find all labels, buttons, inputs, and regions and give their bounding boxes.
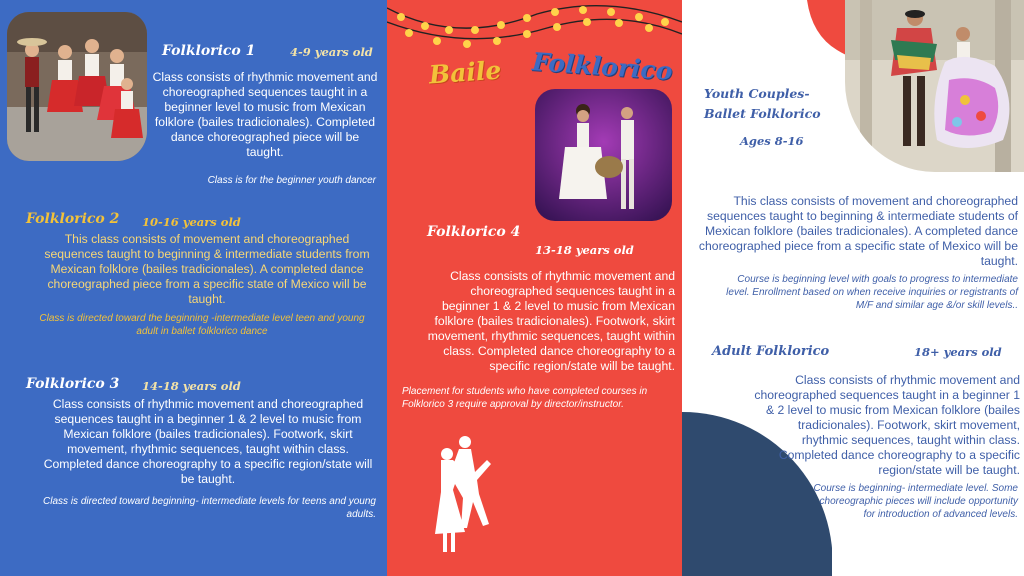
folklorico-1-age: 4-9 years old	[290, 45, 373, 59]
folklorico-1-note: Class is for the beginner youth dancer	[207, 175, 376, 186]
folklorico-1-title: Folklorico 1	[162, 43, 256, 59]
couples-dance-photo	[845, 0, 1024, 172]
folklorico-3-description: Class consists of rhythmic movement and choreographed sequences taught in a beginner 1 & 2 level to music from Mexican folklore (bailes tradicionales). Footwork, skirt movement, rhythmic sequences, taught within class. Completed dance choreography to a specific region/state will be taught.	[43, 397, 373, 486]
folklorico-4-description: Class consists of rhythmic movement and choreographed sequences taught in a beginner 1 & 2 level to music from Mexican folklore (bailes tradicionales). Footwork, skirt movement, rhythmic sequences, taught within class. Completed dance choreography to a specific region/state will be taught.	[427, 269, 675, 373]
folklorico-2-description: This class consists of movement and choreographed sequences taught to beginning & intermediate students from Mexican folklore (bailes tradicionales). A completed dance choreographed piece from a specific state of Mexico will be taught.	[44, 232, 370, 306]
couple-dance-photo	[535, 89, 672, 221]
adult-folklorico-age: 18+ years old	[914, 345, 1002, 359]
folklorico-2-title: Folklorico 2	[26, 211, 120, 227]
baile-heading: Baile	[428, 55, 503, 90]
adult-folklorico-description: Class consists of rhythmic movement and choreographed sequences taught in a beginner 1 & 2 level to music from Mexican folklore (bailes tradicionales). Footwork, skirt movement, rhythmic sequences, taught within class. Completed dance choreography to a specific region/state will be taught.	[754, 373, 1020, 477]
kids-dance-photo	[7, 12, 147, 161]
youth-couples-description: This class consists of movement and choreographed sequences taught to beginning & intermediate students of Mexican folklore (bailes tradicionales). A completed dance choreographed piece from a specific state of Mexico will be taught.	[698, 194, 1018, 268]
folklorico-3-note: Class is directed toward beginning- intermediate levels for teens and young adults.	[43, 496, 376, 520]
panel-baile-folklorico	[387, 0, 682, 576]
folklorico-3-title: Folklorico 3	[26, 376, 120, 392]
youth-couples-age: Ages 8-16	[740, 134, 804, 148]
panel-youth-adult	[682, 0, 1024, 576]
panel-folklorico-1-3	[0, 0, 387, 576]
adult-folklorico-note: Course is beginning- intermediate level. Some choreographic pieces will include opportunity for introduction of advanced levels.	[813, 483, 1018, 520]
adult-folklorico-title: Adult Folklorico	[712, 344, 830, 359]
folklorico-1-description: Class consists of rhythmic movement and choreographed sequences taught in a beginner level to music from Mexican folklore (bailes tradicionales). Completed dance choreographed piece will be taught.	[152, 70, 378, 159]
youth-couples-title-line1: Youth Couples-	[704, 86, 810, 101]
youth-couples-note: Course is beginning level with goals to progress to intermediate level. Enrollment based on when receive inquiries or registrants of M/F and similar age &/or skill levels..	[726, 274, 1018, 311]
folklorico-2-age: 10-16 years old	[142, 215, 241, 229]
folklorico-3-age: 14-18 years old	[142, 379, 241, 393]
folklorico-2-note: Class is directed toward the beginning -intermediate level teen and young adult in ballet folklorico dance	[39, 313, 365, 337]
dancers-silhouette	[425, 432, 497, 556]
folklorico-4-note: Placement for students who have completed courses in Folklorico 3 require approval by director/instructor.	[402, 386, 648, 410]
folklorico-4-title: Folklorico 4	[427, 224, 521, 240]
youth-couples-title-line2: Ballet Folklorico	[704, 106, 821, 121]
folklorico-4-age: 13-18 years old	[535, 243, 634, 257]
folklorico-heading: Folklorico	[531, 47, 674, 86]
